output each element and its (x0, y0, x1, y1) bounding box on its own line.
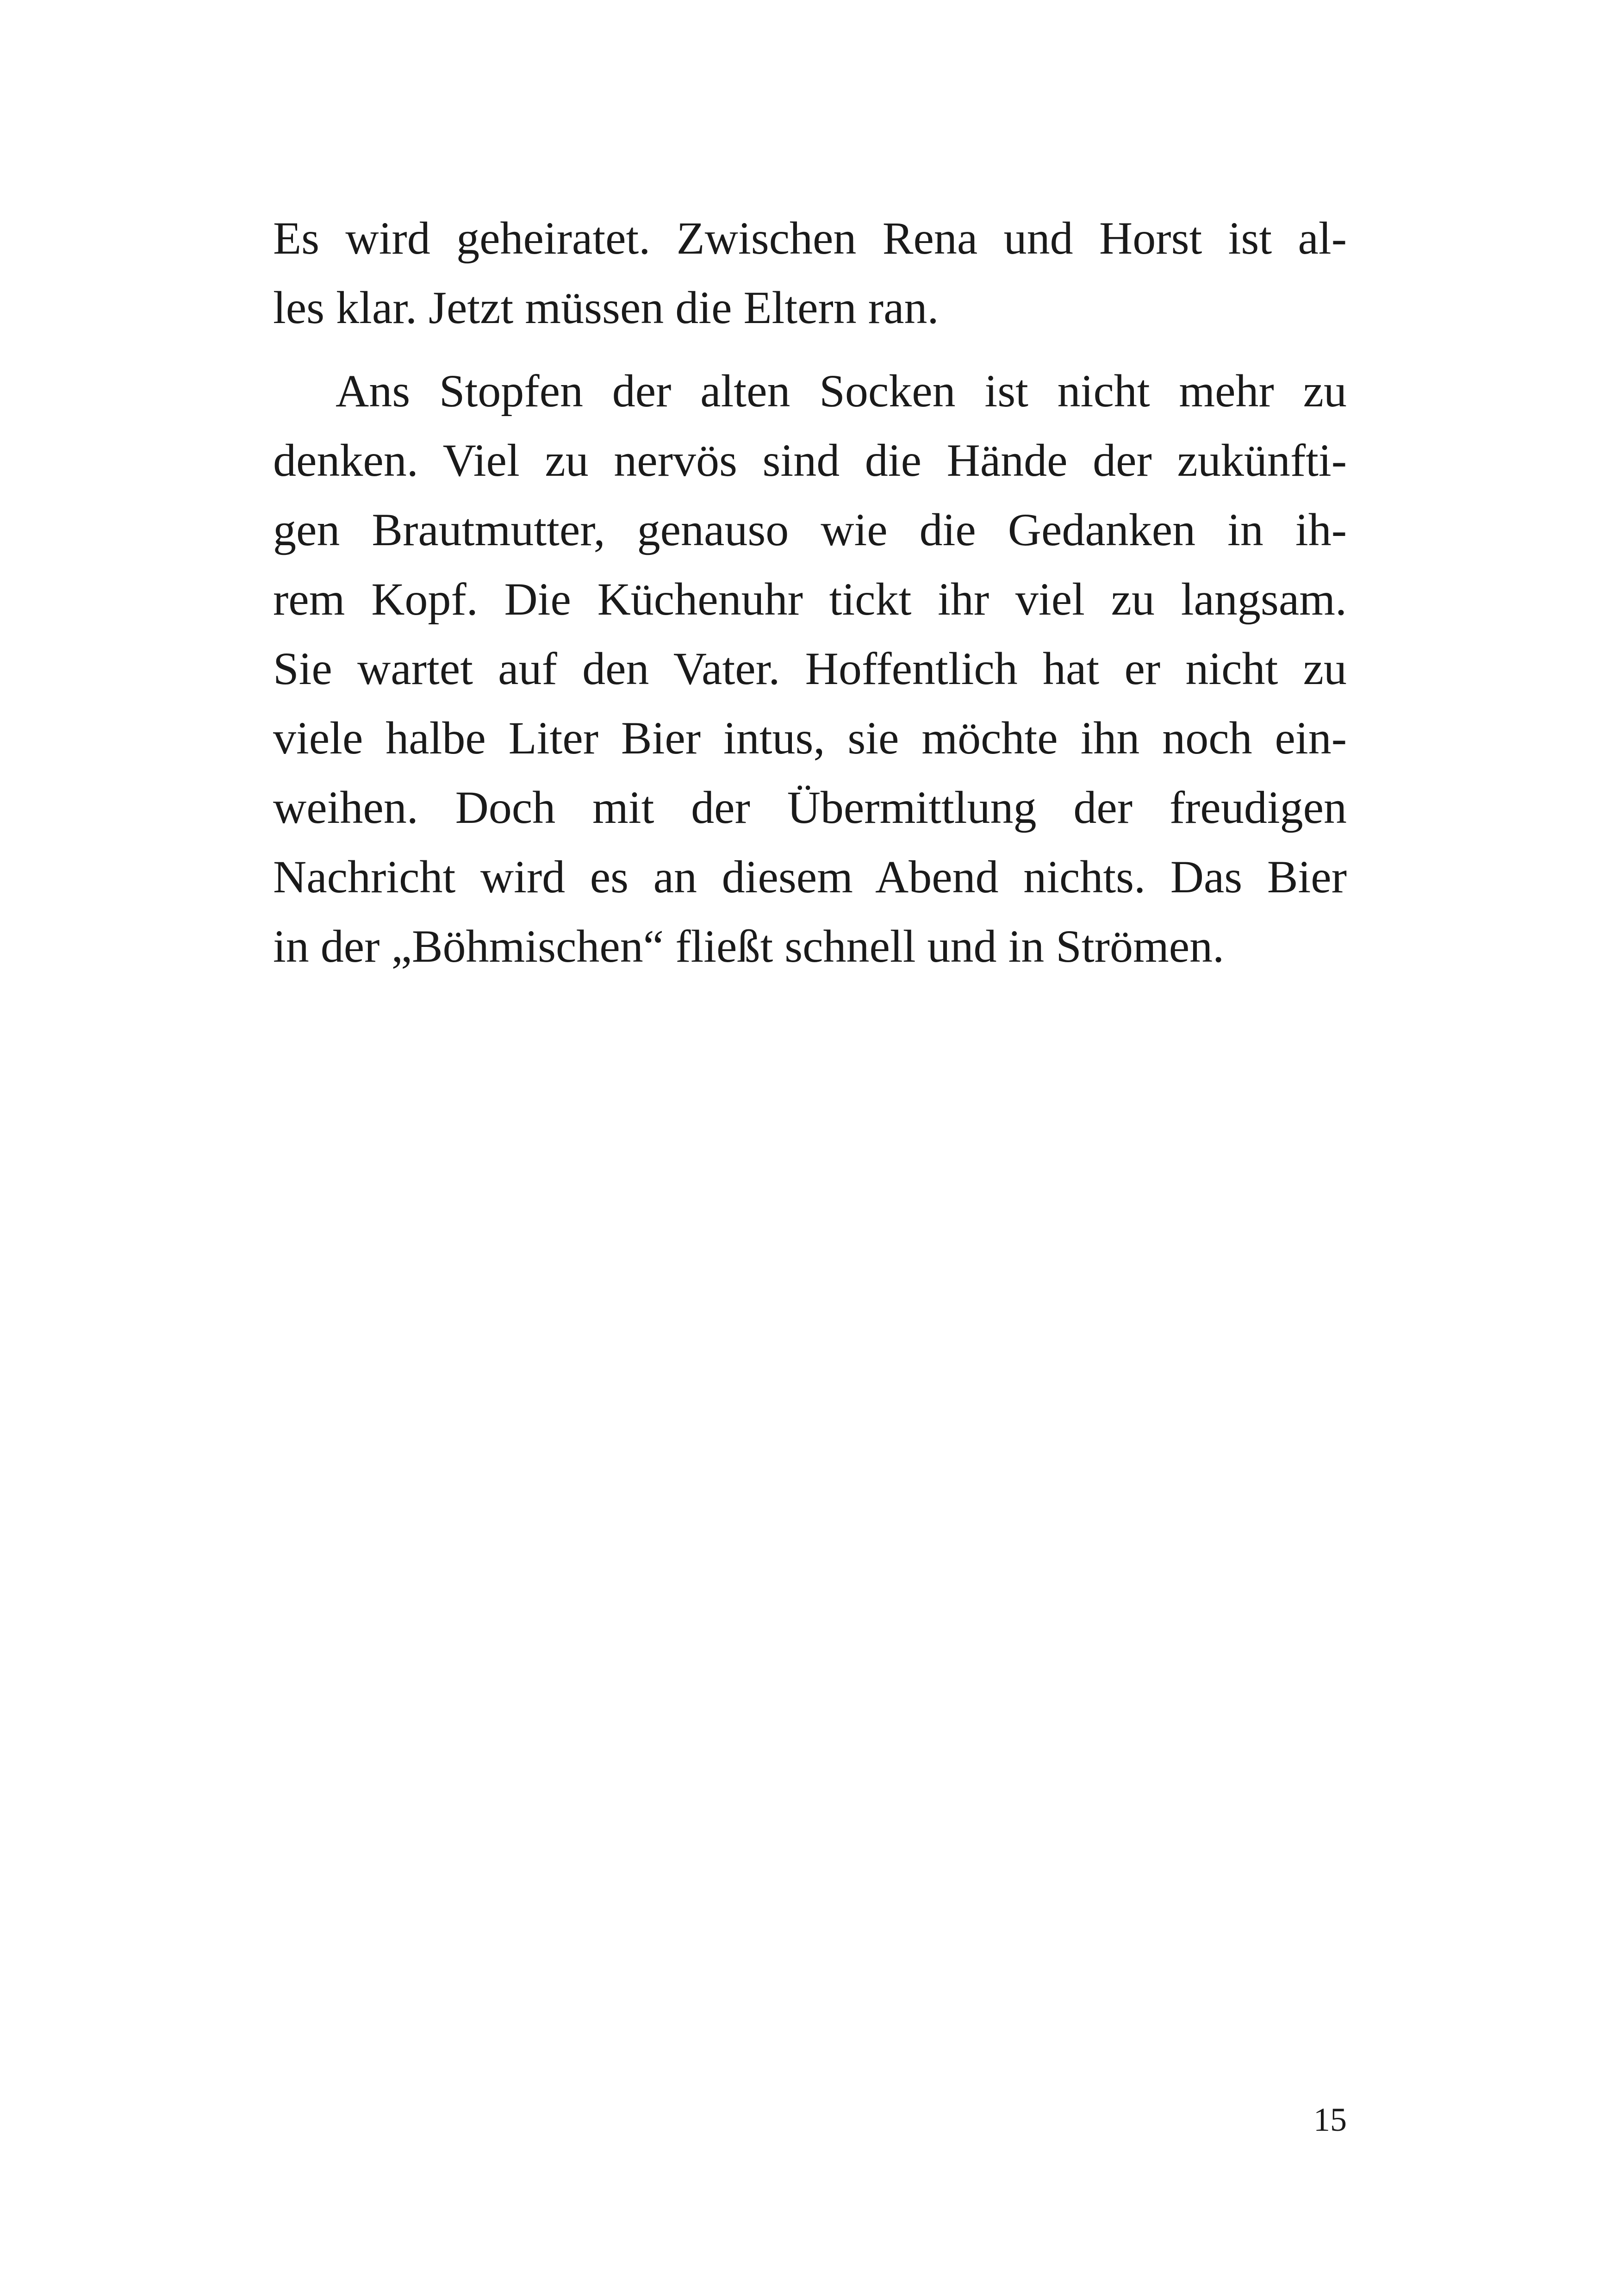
text-line: in der „Böhmischen“ fließt schnell und in Strömen. (273, 921, 1225, 972)
text-line: Nachricht wird es an diesem Abend nichts. Das Bier (273, 851, 1347, 902)
text-line: les klar. Jetzt müssen die Eltern ran. (273, 282, 939, 333)
body-text (273, 204, 1347, 981)
paragraph-2 (273, 356, 1347, 981)
text-line: Sie wartet auf den Vater. Hoffentlich hat er nicht zu (273, 643, 1347, 694)
text-line: Es wird geheiratet. Zwischen Rena und Horst ist al- (273, 212, 1347, 264)
text-line: rem Kopf. Die Küchenuhr tickt ihr viel zu langsam. (273, 573, 1347, 625)
text-line: gen Brautmutter, genauso wie die Gedanken in ih- (273, 504, 1347, 555)
paragraph-1 (273, 204, 1347, 342)
text-line: denken. Viel zu nervös sind die Hände der zukünfti- (273, 435, 1347, 486)
text-line: Ans Stopfen der alten Socken ist nicht mehr zu (336, 365, 1347, 417)
text-line: weihen. Doch mit der Übermittlung der freudigen (273, 782, 1347, 833)
page-number: 15 (1313, 2101, 1347, 2138)
text-line: viele halbe Liter Bier intus, sie möchte ihn noch ein- (273, 712, 1347, 764)
